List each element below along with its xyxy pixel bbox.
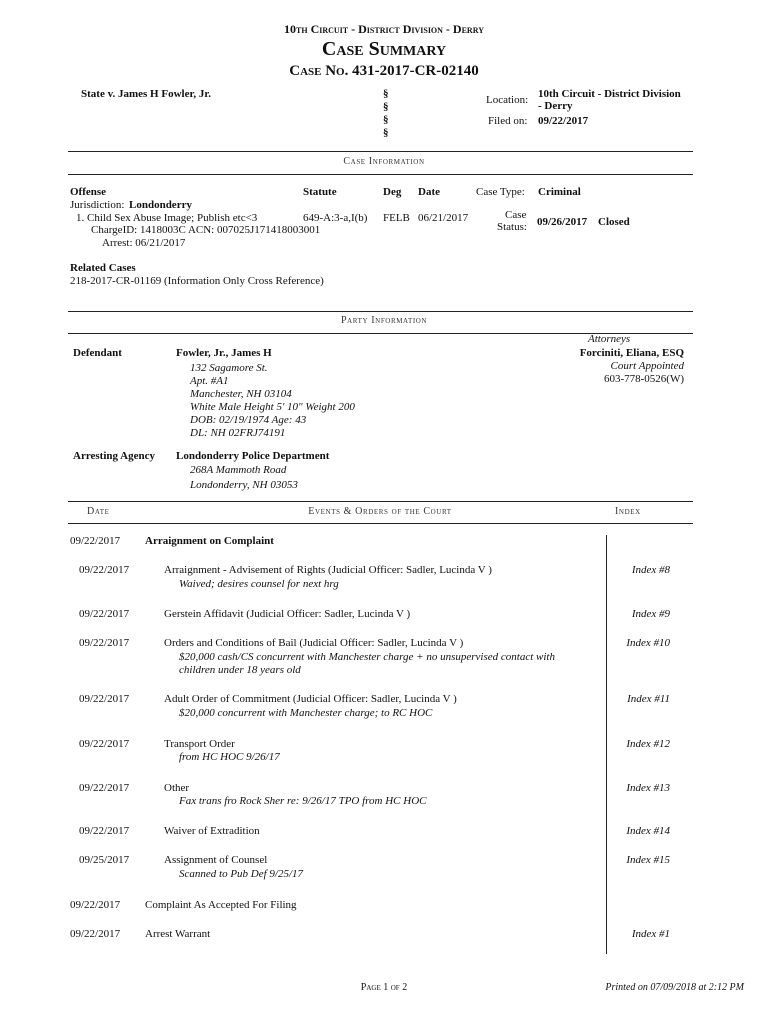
divider xyxy=(68,311,693,312)
divider xyxy=(68,174,693,175)
divider xyxy=(68,151,693,152)
event-date: 09/22/2017 xyxy=(70,535,121,547)
event-note: Scanned to Pub Def 9/25/17 xyxy=(179,868,304,880)
case-status-label: Case xyxy=(505,209,527,221)
related-case: 218-2017-CR-01169 (Information Only Cross Reference) xyxy=(70,275,324,287)
attorney-name: Forciniti, Eliana, ESQ xyxy=(579,347,684,359)
event-title: Complaint As Accepted For Filing xyxy=(145,899,297,911)
event-date: 09/25/2017 xyxy=(79,854,130,866)
date-column-header: Date xyxy=(87,506,110,517)
event-index: Index #14 xyxy=(626,825,670,837)
case-type-value: Criminal xyxy=(538,186,581,198)
event-index: Index #15 xyxy=(626,854,670,866)
divider xyxy=(68,501,693,502)
event-title: Arrest Warrant xyxy=(145,928,211,940)
event-date: 09/22/2017 xyxy=(79,564,130,576)
location-value-cont: - Derry xyxy=(538,100,573,112)
document-title: Case Summary xyxy=(321,38,447,60)
related-cases-heading: Related Cases xyxy=(70,262,136,274)
agency-city: Londonderry, NH 03053 xyxy=(190,479,298,491)
arresting-agency-label: Arresting Agency xyxy=(73,450,155,462)
event-note: $20,000 cash/CS concurrent with Manchester charge + no unsupervised contact with xyxy=(179,651,555,663)
case-number: Case No. 431-2017-CR-02140 xyxy=(289,63,479,79)
case-status-date: 09/26/2017 xyxy=(537,216,588,228)
event-index: Index #8 xyxy=(631,564,670,576)
case-style: State v. James H Fowler, Jr. xyxy=(81,88,211,100)
filed-label: Filed on: xyxy=(488,115,528,127)
deg-header: Deg xyxy=(383,186,402,198)
filed-value: 09/22/2017 xyxy=(538,115,589,127)
event-note: from HC HOC 9/26/17 xyxy=(179,751,280,763)
index-column-header: Index xyxy=(615,506,641,517)
charge-id: ChargeID: 1418003C ACN: 007025J171418003001 xyxy=(91,224,321,236)
event-date: 09/22/2017 xyxy=(70,928,121,940)
event-title: Assignment of Counsel xyxy=(164,854,268,866)
arrest-date: Arrest: 06/21/2017 xyxy=(102,237,186,249)
offense-statute: 649-A:3-a,I(b) xyxy=(303,212,368,224)
event-date: 09/22/2017 xyxy=(79,637,130,649)
jurisdiction-value: Londonderry xyxy=(129,199,192,211)
event-title: Arraignment - Advisement of Rights (Judicial Officer: Sadler, Lucinda V ) xyxy=(164,564,492,576)
defendant-license: DL: NH 02FRJ74191 xyxy=(190,427,286,439)
page-number: Page 1 of 2 xyxy=(360,982,408,993)
location-value: 10th Circuit - District Division xyxy=(538,88,681,100)
event-index: Index #10 xyxy=(626,637,670,649)
case-type-label: Case Type: xyxy=(476,186,525,198)
event-index: Index #12 xyxy=(626,738,670,750)
section-mark: § xyxy=(383,127,389,139)
section-mark: § xyxy=(383,101,389,113)
event-note: $20,000 concurrent with Manchester charge; to RC HOC xyxy=(179,707,433,719)
section-mark: § xyxy=(383,114,389,126)
defendant-address: 132 Sagamore St. xyxy=(190,362,268,374)
event-title: Orders and Conditions of Bail (Judicial Officer: Sadler, Lucinda V ) xyxy=(164,637,464,649)
event-title: Adult Order of Commitment (Judicial Officer: Sadler, Lucinda V ) xyxy=(164,693,457,705)
offense-date: 06/21/2017 xyxy=(418,212,469,224)
event-title: Waiver of Extradition xyxy=(164,825,260,837)
defendant-name: Fowler, Jr., James H xyxy=(176,347,272,359)
section-mark: § xyxy=(383,88,389,100)
event-date: 09/22/2017 xyxy=(79,738,130,750)
event-title: Other xyxy=(164,782,190,794)
court-name: 10th Circuit - District Division - Derry xyxy=(284,22,484,36)
statute-header: Statute xyxy=(303,186,337,198)
offense-header: Offense xyxy=(70,186,107,198)
defendant-label: Defendant xyxy=(73,347,122,359)
arresting-agency-name: Londonderry Police Department xyxy=(176,450,330,462)
defendant-description: White Male Height 5' 10" Weight 200 xyxy=(190,401,355,413)
attorney-type: Court Appointed xyxy=(610,360,684,372)
event-date: 09/22/2017 xyxy=(79,825,130,837)
offense-degree: FELB xyxy=(383,212,410,224)
events-column-header: Events & Orders of the Court xyxy=(308,506,452,517)
defendant-city: Manchester, NH 03104 xyxy=(190,388,292,400)
attorneys-label: Attorneys xyxy=(588,333,631,345)
agency-address: 268A Mammoth Road xyxy=(190,464,287,476)
event-note: Fax trans fro Rock Sher re: 9/26/17 TPO from HC HOC xyxy=(179,795,427,807)
event-note: Waived; desires counsel for next hrg xyxy=(179,578,339,590)
event-title: Arraignment on Complaint xyxy=(145,535,274,547)
event-title: Gerstein Affidavit (Judicial Officer: Sadler, Lucinda V ) xyxy=(164,608,411,620)
event-index: Index #1 xyxy=(631,928,670,940)
event-date: 09/22/2017 xyxy=(79,693,130,705)
party-information-heading: Party Information xyxy=(340,315,428,326)
case-information-heading: Case Information xyxy=(343,156,425,167)
defendant-dob: DOB: 02/19/1974 Age: 43 xyxy=(190,414,307,426)
event-note-cont: children under 18 years old xyxy=(179,664,301,676)
attorney-phone: 603-778-0526(W) xyxy=(603,373,684,385)
jurisdiction-label: Jurisdiction: xyxy=(70,199,125,211)
event-date: 09/22/2017 xyxy=(79,782,130,794)
printed-timestamp: Printed on 07/09/2018 at 2:12 PM xyxy=(605,982,744,993)
event-date: 09/22/2017 xyxy=(70,899,121,911)
event-index: Index #13 xyxy=(626,782,670,794)
event-index: Index #9 xyxy=(631,608,670,620)
event-title: Transport Order xyxy=(164,738,235,750)
case-status-label-2: Status: xyxy=(497,221,527,233)
date-header: Date xyxy=(418,186,440,198)
offense-description: 1. Child Sex Abuse Image; Publish etc<3 xyxy=(76,212,258,224)
location-label: Location: xyxy=(486,94,529,106)
defendant-apt: Apt. #A1 xyxy=(190,375,229,387)
event-date: 09/22/2017 xyxy=(79,608,130,620)
divider xyxy=(68,523,693,524)
case-status-value: Closed xyxy=(598,216,630,228)
event-index: Index #11 xyxy=(627,693,670,705)
